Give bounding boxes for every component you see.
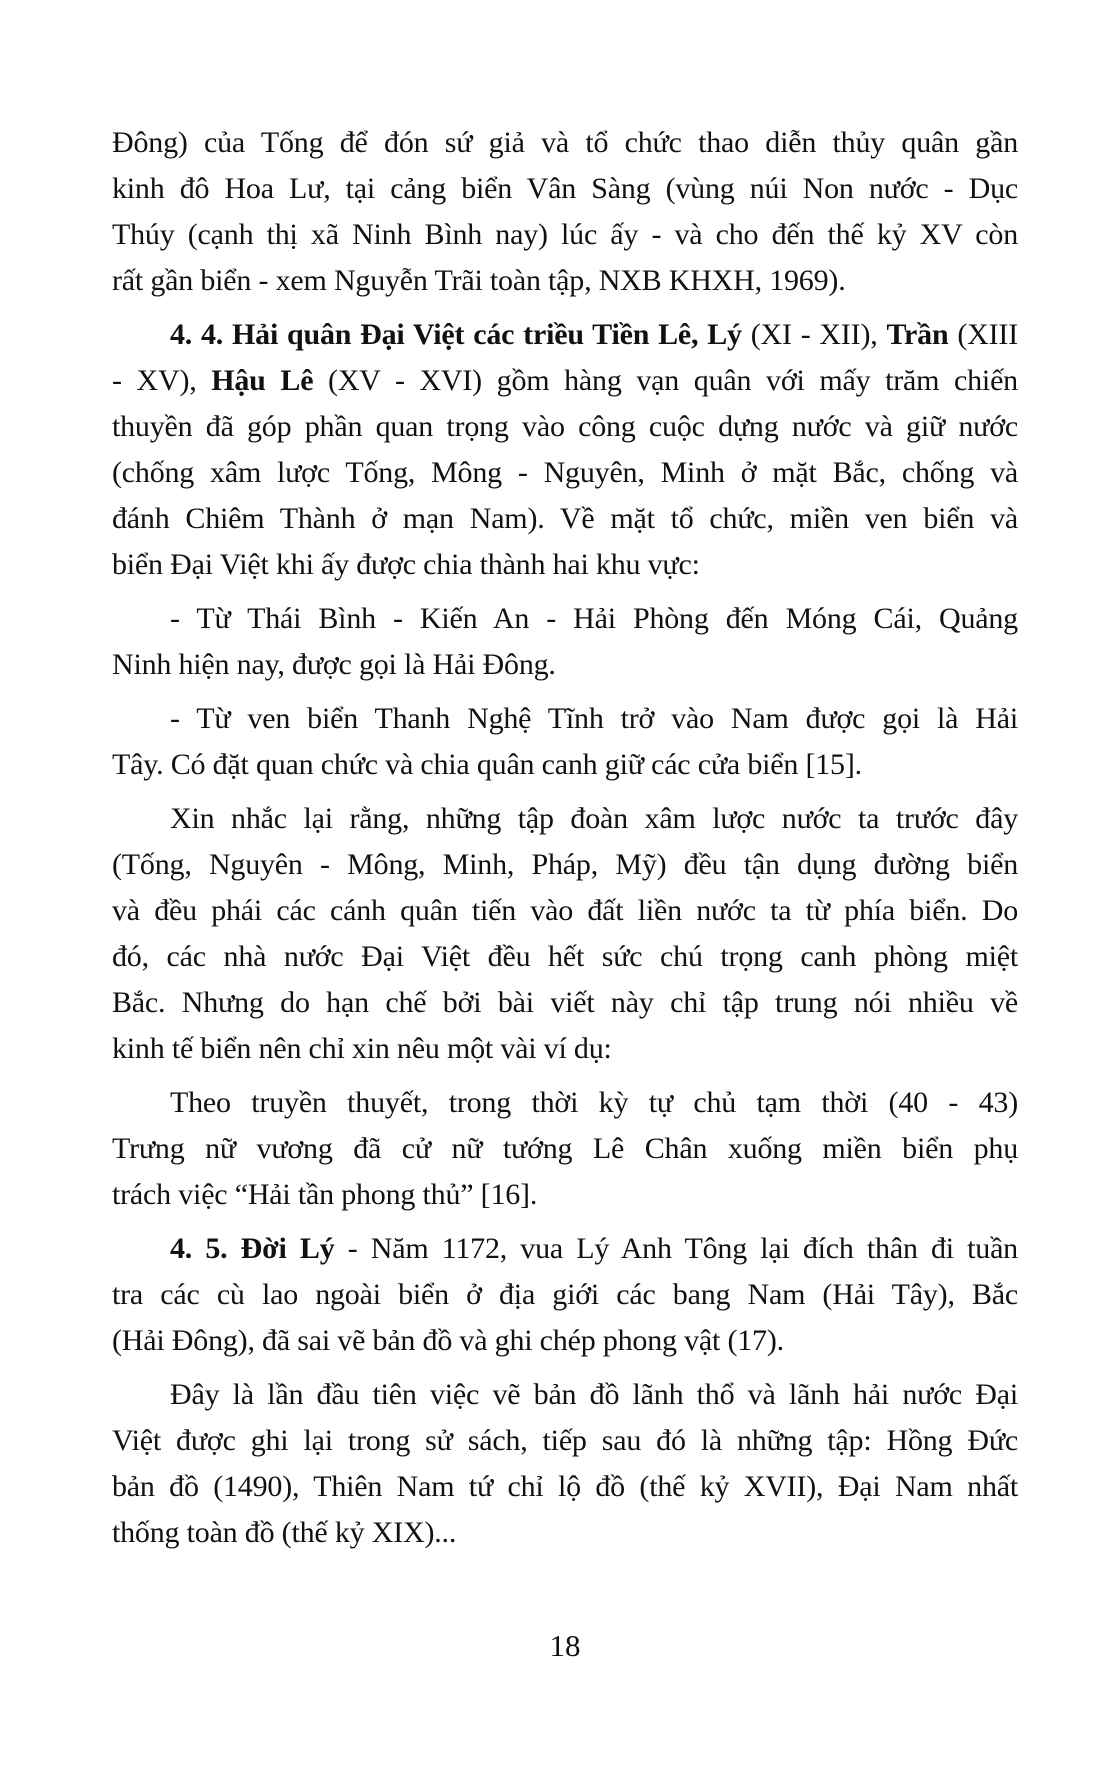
text-line — [112, 312, 1018, 358]
text-run: Bắc. Nhưng do hạn chế bởi bài viết này chỉ tập trung nói nhiều về — [112, 986, 1018, 1019]
text-line — [112, 1080, 1018, 1126]
text-run: - XV), — [112, 364, 212, 397]
text-line — [112, 642, 1018, 688]
text-run: (Hải Đông), đã sai vẽ bản đồ và ghi chép phong vật (17). — [112, 1324, 784, 1357]
text-run: Thúy (cạnh thị xã Ninh Bình nay) lúc ấy - và cho đến thế kỷ XV còn — [112, 218, 1018, 251]
section-heading-run: Hậu Lê — [211, 364, 329, 397]
text-line — [112, 1226, 1018, 1272]
text-line — [112, 1418, 1018, 1464]
text-line — [112, 1372, 1018, 1418]
text-line — [112, 1272, 1018, 1318]
section-heading-run: 4. 4. Hải quân Đại Việt các triều Tiền Lê, Lý — [170, 318, 751, 351]
section-heading-run: Trần — [886, 318, 958, 351]
text-run: đó, các nhà nước Đại Việt đều hết sức chú trọng canh phòng miệt — [112, 940, 1018, 973]
page-text-block — [112, 120, 1018, 1556]
text-line — [112, 212, 1018, 258]
text-run: kinh tế biển nên chỉ xin nêu một vài ví dụ: — [112, 1032, 612, 1065]
text-line — [112, 1510, 1018, 1556]
text-line — [112, 1318, 1018, 1364]
text-run: Ninh hiện nay, được gọi là Hải Đông. — [112, 648, 556, 681]
text-run: Tây. Có đặt quan chức và chia quân canh giữ các cửa biển [15]. — [112, 748, 862, 781]
text-run: rất gần biển - xem Nguyễn Trãi toàn tập, NXB KHXH, 1969). — [112, 264, 846, 297]
paragraph — [112, 312, 1018, 588]
paragraph — [112, 120, 1018, 304]
paragraph — [112, 1080, 1018, 1218]
text-run: (chống xâm lược Tống, Mông - Nguyên, Minh ở mặt Bắc, chống và — [112, 456, 1018, 489]
text-run: - Năm 1172, vua Lý Anh Tông lại đích thân đi tuần — [334, 1232, 1018, 1265]
paragraph — [112, 796, 1018, 1072]
text-line — [112, 888, 1018, 934]
text-run: biển Đại Việt khi ấy được chia thành hai khu vực: — [112, 548, 700, 581]
text-line — [112, 1464, 1018, 1510]
page-number: 18 — [549, 1628, 581, 1663]
text-line — [112, 166, 1018, 212]
text-line — [112, 1126, 1018, 1172]
text-line — [112, 450, 1018, 496]
text-run: Đây là lần đầu tiên việc vẽ bản đồ lãnh thổ và lãnh hải nước Đại — [170, 1378, 1018, 1411]
paragraph — [112, 696, 1018, 788]
text-run: (XIII — [957, 318, 1018, 351]
text-run: Đông) của Tống để đón sứ giả và tổ chức thao diễn thủy quân gần — [112, 126, 1018, 159]
text-run: đánh Chiêm Thành ở mạn Nam). Về mặt tổ chức, miền ven biển và — [112, 502, 1018, 535]
text-line — [112, 842, 1018, 888]
text-run: (XV - XVI) gồm hàng vạn quân với mấy trăm chiến — [328, 364, 1018, 397]
paragraph — [112, 1372, 1018, 1556]
text-line — [112, 404, 1018, 450]
text-run: Xin nhắc lại rằng, những tập đoàn xâm lược nước ta trước đây — [170, 802, 1018, 835]
text-run: thống toàn đồ (thế kỷ XIX)... — [112, 1516, 457, 1549]
text-line — [112, 596, 1018, 642]
text-line — [112, 742, 1018, 788]
text-run: Việt được ghi lại trong sử sách, tiếp sau đó là những tập: Hồng Đức — [112, 1424, 1018, 1457]
text-run: trách việc “Hải tần phong thủ” [16]. — [112, 1178, 538, 1211]
text-run: và đều phái các cánh quân tiến vào đất liền nước ta từ phía biển. Do — [112, 894, 1018, 927]
text-run: thuyền đã góp phần quan trọng vào công cuộc dựng nước và giữ nước — [112, 410, 1018, 443]
text-line — [112, 496, 1018, 542]
text-run: (XI - XII), — [750, 318, 887, 351]
text-line — [112, 542, 1018, 588]
text-line — [112, 258, 1018, 304]
text-run: Trưng nữ vương đã cử nữ tướng Lê Chân xuống miền biển phụ — [112, 1132, 1018, 1165]
text-run: (Tống, Nguyên - Mông, Minh, Pháp, Mỹ) đều tận dụng đường biển — [112, 848, 1018, 881]
paragraph — [112, 1226, 1018, 1364]
text-line — [112, 120, 1018, 166]
text-run: bản đồ (1490), Thiên Nam tứ chỉ lộ đồ (thế kỷ XVII), Đại Nam nhất — [112, 1470, 1018, 1503]
text-line — [112, 934, 1018, 980]
paragraph — [112, 596, 1018, 688]
text-line — [112, 980, 1018, 1026]
text-line — [112, 696, 1018, 742]
text-run: - Từ ven biển Thanh Nghệ Tĩnh trở vào Nam được gọi là Hải — [170, 702, 1018, 735]
text-line — [112, 796, 1018, 842]
text-run: Theo truyền thuyết, trong thời kỳ tự chủ tạm thời (40 - 43) — [170, 1086, 1018, 1119]
text-line — [112, 358, 1018, 404]
text-line — [112, 1172, 1018, 1218]
text-line — [112, 1026, 1018, 1072]
text-run: kinh đô Hoa Lư, tại cảng biển Vân Sàng (vùng núi Non nước - Dục — [112, 172, 1018, 205]
text-run: - Từ Thái Bình - Kiến An - Hải Phòng đến Móng Cái, Quảng — [170, 602, 1018, 635]
section-heading-run: 4. 5. Đời Lý — [170, 1232, 335, 1265]
text-run: tra các cù lao ngoài biển ở địa giới các bang Nam (Hải Tây), Bắc — [112, 1278, 1018, 1311]
